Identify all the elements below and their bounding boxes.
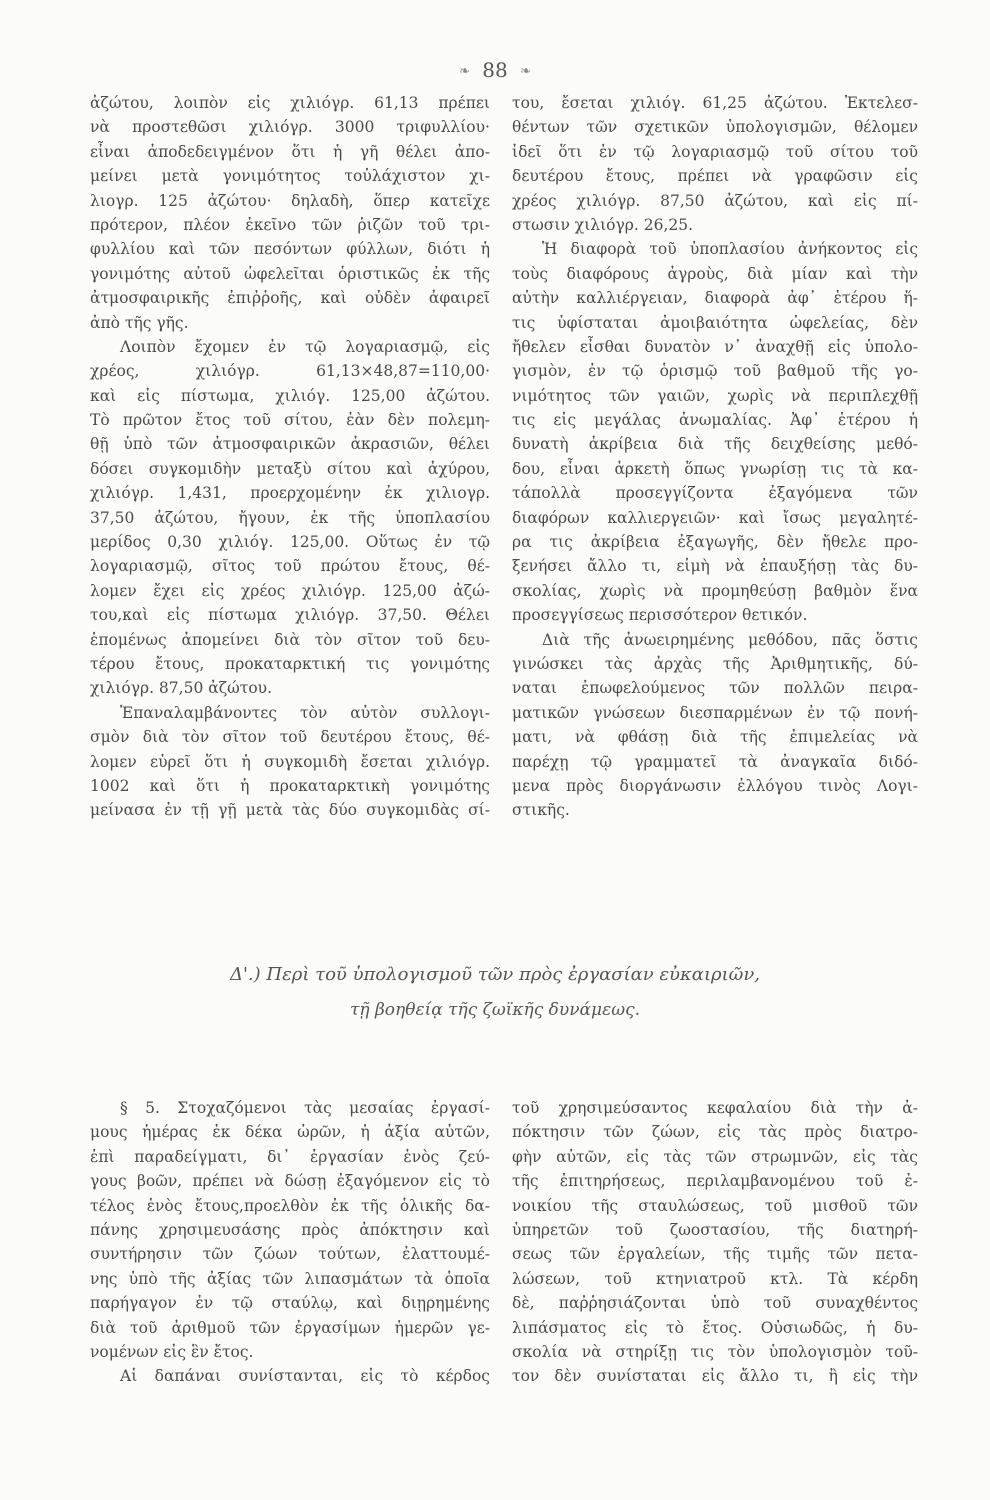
text-line: Διὰ τῆς ἀνωειρημένης μεθόδου, πᾶς ὅστις <box>542 630 918 649</box>
text-line: ἐπὶ παραδείγματι, δι᾽ ἐργασίαν ἑνὸς ζεύ- <box>90 1147 490 1166</box>
text-line: νης ὑπὸ τῆς ἀξίας τῶν λιπασμάτων τὰ ὁποῖα <box>90 1269 490 1288</box>
right-column-top <box>512 91 918 823</box>
text-line: τοῦ χρησιμεύσαντος κεφαλαίου διὰ τὴν ἀ- <box>512 1099 918 1117</box>
text-line: ἑπομένως ἀπομείνει διὰ τὸν σῖτον τοῦ δευ- <box>90 630 490 649</box>
text-line: δου, εἶναι ἀρκετὴ ὅπως γνωρίσῃ τις τὰ κα- <box>512 459 918 478</box>
text-line: λώσεων, τοῦ κτηνιατροῦ κτλ. Τὰ κέρδη <box>512 1269 918 1288</box>
text-line: συντήρησιν τῶν ζώων τούτων, ἐλαττουμέ- <box>90 1245 490 1264</box>
text-line: διαφόρων καλλιεργειῶν· καὶ ἴσως μεγαλητέ- <box>512 508 918 527</box>
text-line: σμὸν διὰ τὸν σῖτον τοῦ δευτέρου ἔτους, θέ- <box>90 728 490 747</box>
text-line: Τὸ πρῶτον ἔτος τοῦ σίτου, ἐὰν δὲν πολεμη- <box>90 411 490 430</box>
left-column-top <box>90 91 490 823</box>
text-line: ἀζώτου, λοιπὸν εἰς χιλιόγρ. 61,13 πρέπει <box>90 94 490 112</box>
text-line: μείνει μετὰ γονιμότητος τοὐλάχιστον χι- <box>90 167 490 186</box>
text-line: τις ὑφίσταται ἀμοιβαιότητα ὠφελείας, δὲν <box>512 313 918 332</box>
text-line: τον δὲν συνίσταται εἰς ἄλλο τι, ἢ εἰς τὴν <box>512 1367 918 1386</box>
text-line: νομένων εἰς ἓν ἔτος. <box>90 1342 254 1361</box>
text-line: γονιμότης αὐτοῦ ὠφελεῖται ὁριστικῶς ἐκ τῆς <box>90 264 490 283</box>
text-line: λογαριασμῷ, σῖτος τοῦ πρώτου ἔτους, θέ- <box>90 557 490 576</box>
text-line: § 5. Στοχαζόμενοι τὰς μεσαίας ἐργασί- <box>120 1099 490 1117</box>
text-line: χιλιόγρ. 87,50 ἀζώτου. <box>90 679 272 698</box>
text-line: διὰ τοῦ ἀριθμοῦ τῶν ἐργασίμων ἡμερῶν γε- <box>90 1318 490 1337</box>
text-line: ρα τις ἀκρίβεια ἐξαγωγῆς, δὲν ἤθελε προ- <box>512 533 918 552</box>
text-line: χιλιόγρ. 1,431, προερχομένην ἐκ χιλιογρ. <box>90 484 490 503</box>
text-line: λομεν ἔχει εἰς χρέος χιλιόγρ. 125,00 ἀζώ- <box>90 581 490 600</box>
text-line: ξενήσει ἄλλο τι, εἰμὴ νὰ ἐπαυξήσῃ τὰς δυ- <box>512 557 918 576</box>
text-line: γινώσκει τὰς ἀρχὰς τῆς Ἀριθμητικῆς, δύ- <box>512 654 918 673</box>
text-line: ἀτμοσφαιρικῆς ἐπιῤῥοῆς, καὶ οὐδὲν ἀφαιρεῖ <box>90 289 490 308</box>
page-number <box>0 58 990 82</box>
text-line: εἶναι ἀποδεδειγμένον ὅτι ἡ γῆ θέλει ἀπο- <box>90 142 490 161</box>
text-line: χρέος, χιλιόγρ. 61,13×48,87=110,00· <box>90 362 490 381</box>
text-line: γισμὸν, ἐν τῷ ὁρισμῷ τοῦ βαθμοῦ τῆς γο- <box>512 362 918 381</box>
text-line: θῇ ὑπὸ τῶν ἀτμοσφαιρικῶν ἀκρασιῶν, θέλει <box>90 435 490 454</box>
text-line: νιμότητος τῶν γαιῶν, χωρὶς νὰ περιπλεχθῇ <box>512 386 918 405</box>
text-line: ναται ἐπωφελούμενος τῶν πολλῶν πειρα- <box>512 679 918 698</box>
text-line: στικῆς. <box>512 801 570 820</box>
text-line: μείνασα ἐν τῇ γῇ μετὰ τὰς δύο συγκομιδὰς σί- <box>90 801 490 820</box>
text-line: ἀπὸ τῆς γῆς. <box>90 313 189 332</box>
text-line: νοικίου τῆς σταυλώσεως, τοῦ μισθοῦ τῶν <box>512 1196 918 1215</box>
text-line: τέρου ἔτους, προκαταρκτική τις γονιμότης <box>90 654 490 673</box>
text-line: δυνατὴ ἀκρίβεια διὰ τῆς δειχθείσης μεθό- <box>512 435 918 454</box>
ornament-left-icon: ❧ <box>459 64 470 79</box>
text-line: παρήγαγον ἐν τῷ σταύλῳ, καὶ διῃρημένης <box>90 1294 490 1313</box>
text-line: σεως τῶν ἐργαλείων, τῆς τιμῆς τῶν πετα- <box>512 1245 918 1264</box>
text-line: του, ἔσεται χιλιόγ. 61,25 ἀζώτου. Ἐκτελεσ- <box>512 94 918 112</box>
text-line: δόσει συγκομιδὴν μεταξὺ σίτου καὶ ἀχύρου, <box>90 459 490 478</box>
text-line: γους βοῶν, πρέπει νὰ δώσῃ ἐξαγόμενον εἰς τὸ <box>90 1172 490 1191</box>
left-column-bottom <box>90 1096 490 1389</box>
text-line: δὲ, παῤῥησιάζονται ὑπὸ τοῦ συναχθέντος <box>512 1294 918 1313</box>
text-line: 37,50 ἀζώτου, ἤγουν, ἐκ τῆς ὑποπλασίου <box>90 508 490 527</box>
ornament-right-icon: ❧ <box>520 64 531 79</box>
text-line: πρότερον, πλέον ἐκεῖνο τῶν ῥιζῶν τοῦ τρι- <box>90 215 490 234</box>
text-line: πόκτησιν τῶν ζώων, εἰς τὰς πρὸς διατρο- <box>512 1123 918 1142</box>
text-line: τάπολλὰ προσεγγίζοντα ἐξαγόμενα τῶν <box>512 484 918 503</box>
text-line: τέλος ἑνὸς ἔτους,προελθὸν ἐκ τῆς ὁλικῆς δα- <box>90 1196 490 1215</box>
text-line: ἰδεῖ ὅτι ἐν τῷ λογαριασμῷ τοῦ σίτου τοῦ <box>512 142 918 161</box>
text-line: φυλλίου καὶ τῶν πεσόντων φύλλων, διότι ἡ <box>90 240 490 259</box>
text-line: μερίδος 0,30 χιλιόγ. 125,00. Οὕτως ἐν τῷ <box>90 533 490 552</box>
text-line: τοὺς διαφόρους ἀγροὺς, διὰ μίαν καὶ τὴν <box>512 264 918 283</box>
text-line: παρέχῃ τῷ γραμματεῖ τὰ ἀναγκαῖα διδό- <box>512 752 918 771</box>
text-line: μενα πρὸς διοργάνωσιν ἐλλόγου τινὸς Λογι- <box>512 776 918 795</box>
text-line: χρέος χιλιόγρ. 87,50 ἀζώτου, καὶ εἰς πί- <box>512 191 918 210</box>
text-line: σκολίας, χωρὶς νὰ προμηθεύσῃ βαθμὸν ἕνα <box>512 581 918 600</box>
text-line: λομεν εὑρεῖ ὅτι ἡ συγκομιδὴ ἔσεται χιλιόγρ. <box>90 752 490 771</box>
text-line: φὴν αὐτῶν, εἰς τὰς τῶν στρωμνῶν, εἰς τὰς <box>512 1147 918 1166</box>
right-column-bottom <box>512 1096 918 1389</box>
text-line: λιογρ. 125 ἀζώτου· δηλαδὴ, ὅπερ κατεῖχε <box>90 191 490 210</box>
text-line: Ἡ διαφορὰ τοῦ ὑποπλασίου ἀνήκοντος εἰς <box>542 240 918 259</box>
section-heading-line-2: τῇ βοηθείᾳ τῆς ζωϊκῆς δυνάμεως. <box>349 1000 640 1020</box>
text-line: ματι, νὰ φθάσῃ διὰ τῆς ἐπιμελείας νὰ <box>512 728 918 747</box>
text-line: μους ἡμέρας ἐκ δέκα ὡρῶν, ἡ ἀξία αὐτῶν, <box>90 1123 490 1142</box>
text-line: ματικῶν γνώσεων διεσπαρμένων ἐν τῷ πονή- <box>512 703 918 722</box>
text-line: αὐτὴν καλλιέργειαν, διαφορὰ ἀφ᾽ ἑτέρου ἥ- <box>512 289 918 308</box>
text-line: σκολία νὰ στηρίξῃ τις τὸν ὑπολογισμὸν τοῦ- <box>512 1342 918 1361</box>
text-line: ἤθελεν εἶσθαι δυνατὸν ν᾽ ἀναχθῇ εἰς ὑπολο- <box>512 337 918 356</box>
text-line: λιπάσματος εἰς τὸ ἔτος. Οὐσιωδῶς, ἡ δυ- <box>512 1318 918 1337</box>
text-line: πάνης χρησιμευσάσης πρὸς ἀπόκτησιν καὶ <box>90 1220 490 1239</box>
text-line: του,καὶ εἰς πίστωμα χιλιόγρ. 37,50. Θέλει <box>90 606 490 625</box>
text-line: ὑπηρετῶν τοῦ ζωοστασίου, τῆς διατηρή- <box>512 1220 918 1239</box>
text-line: 1002 καὶ ὅτι ἡ προκαταρκτικὴ γονιμότης <box>90 776 490 795</box>
text-line: Λοιπὸν ἔχομεν ἐν τῷ λογαριασμῷ, εἰς <box>120 337 490 356</box>
text-line: Ἐπαναλαμβάνοντες τὸν αὐτὸν συλλογι- <box>120 703 490 722</box>
text-line: νὰ προστεθῶσι χιλιόγρ. 3000 τριφυλλίου· <box>90 118 490 137</box>
text-line: στωσιν χιλιόγρ. 26,25. <box>512 215 694 234</box>
text-line: τις εἰς μεγάλας ἀνωμαλίας. Ἀφ᾽ ἑτέρου ἡ <box>512 411 918 430</box>
text-line: δευτέρου ἔτους, πρέπει νὰ γραφῶσιν εἰς <box>512 167 918 186</box>
page-number-text: 88 <box>482 58 508 82</box>
text-line: τῆς ἐπιτηρήσεως, περιλαμβανομένου τοῦ ἐ- <box>512 1172 918 1191</box>
text-line: προσεγγίσεως περισσότερον θετικόν. <box>512 606 808 625</box>
text-line: Αἱ δαπάναι συνίστανται, εἰς τὸ κέρδος <box>120 1367 490 1386</box>
section-heading-line-1: Δ'.) Περὶ τοῦ ὑπολογισμοῦ τῶν πρὸς ἐργασίαν εὐκαιριῶν, <box>229 964 760 985</box>
text-line: θέντων τῶν σχετικῶν ὑπολογισμῶν, θέλομεν <box>512 118 918 137</box>
text-line: καὶ εἰς πίστωμα, χιλιόγ. 125,00 ἀζώτου. <box>90 386 490 405</box>
